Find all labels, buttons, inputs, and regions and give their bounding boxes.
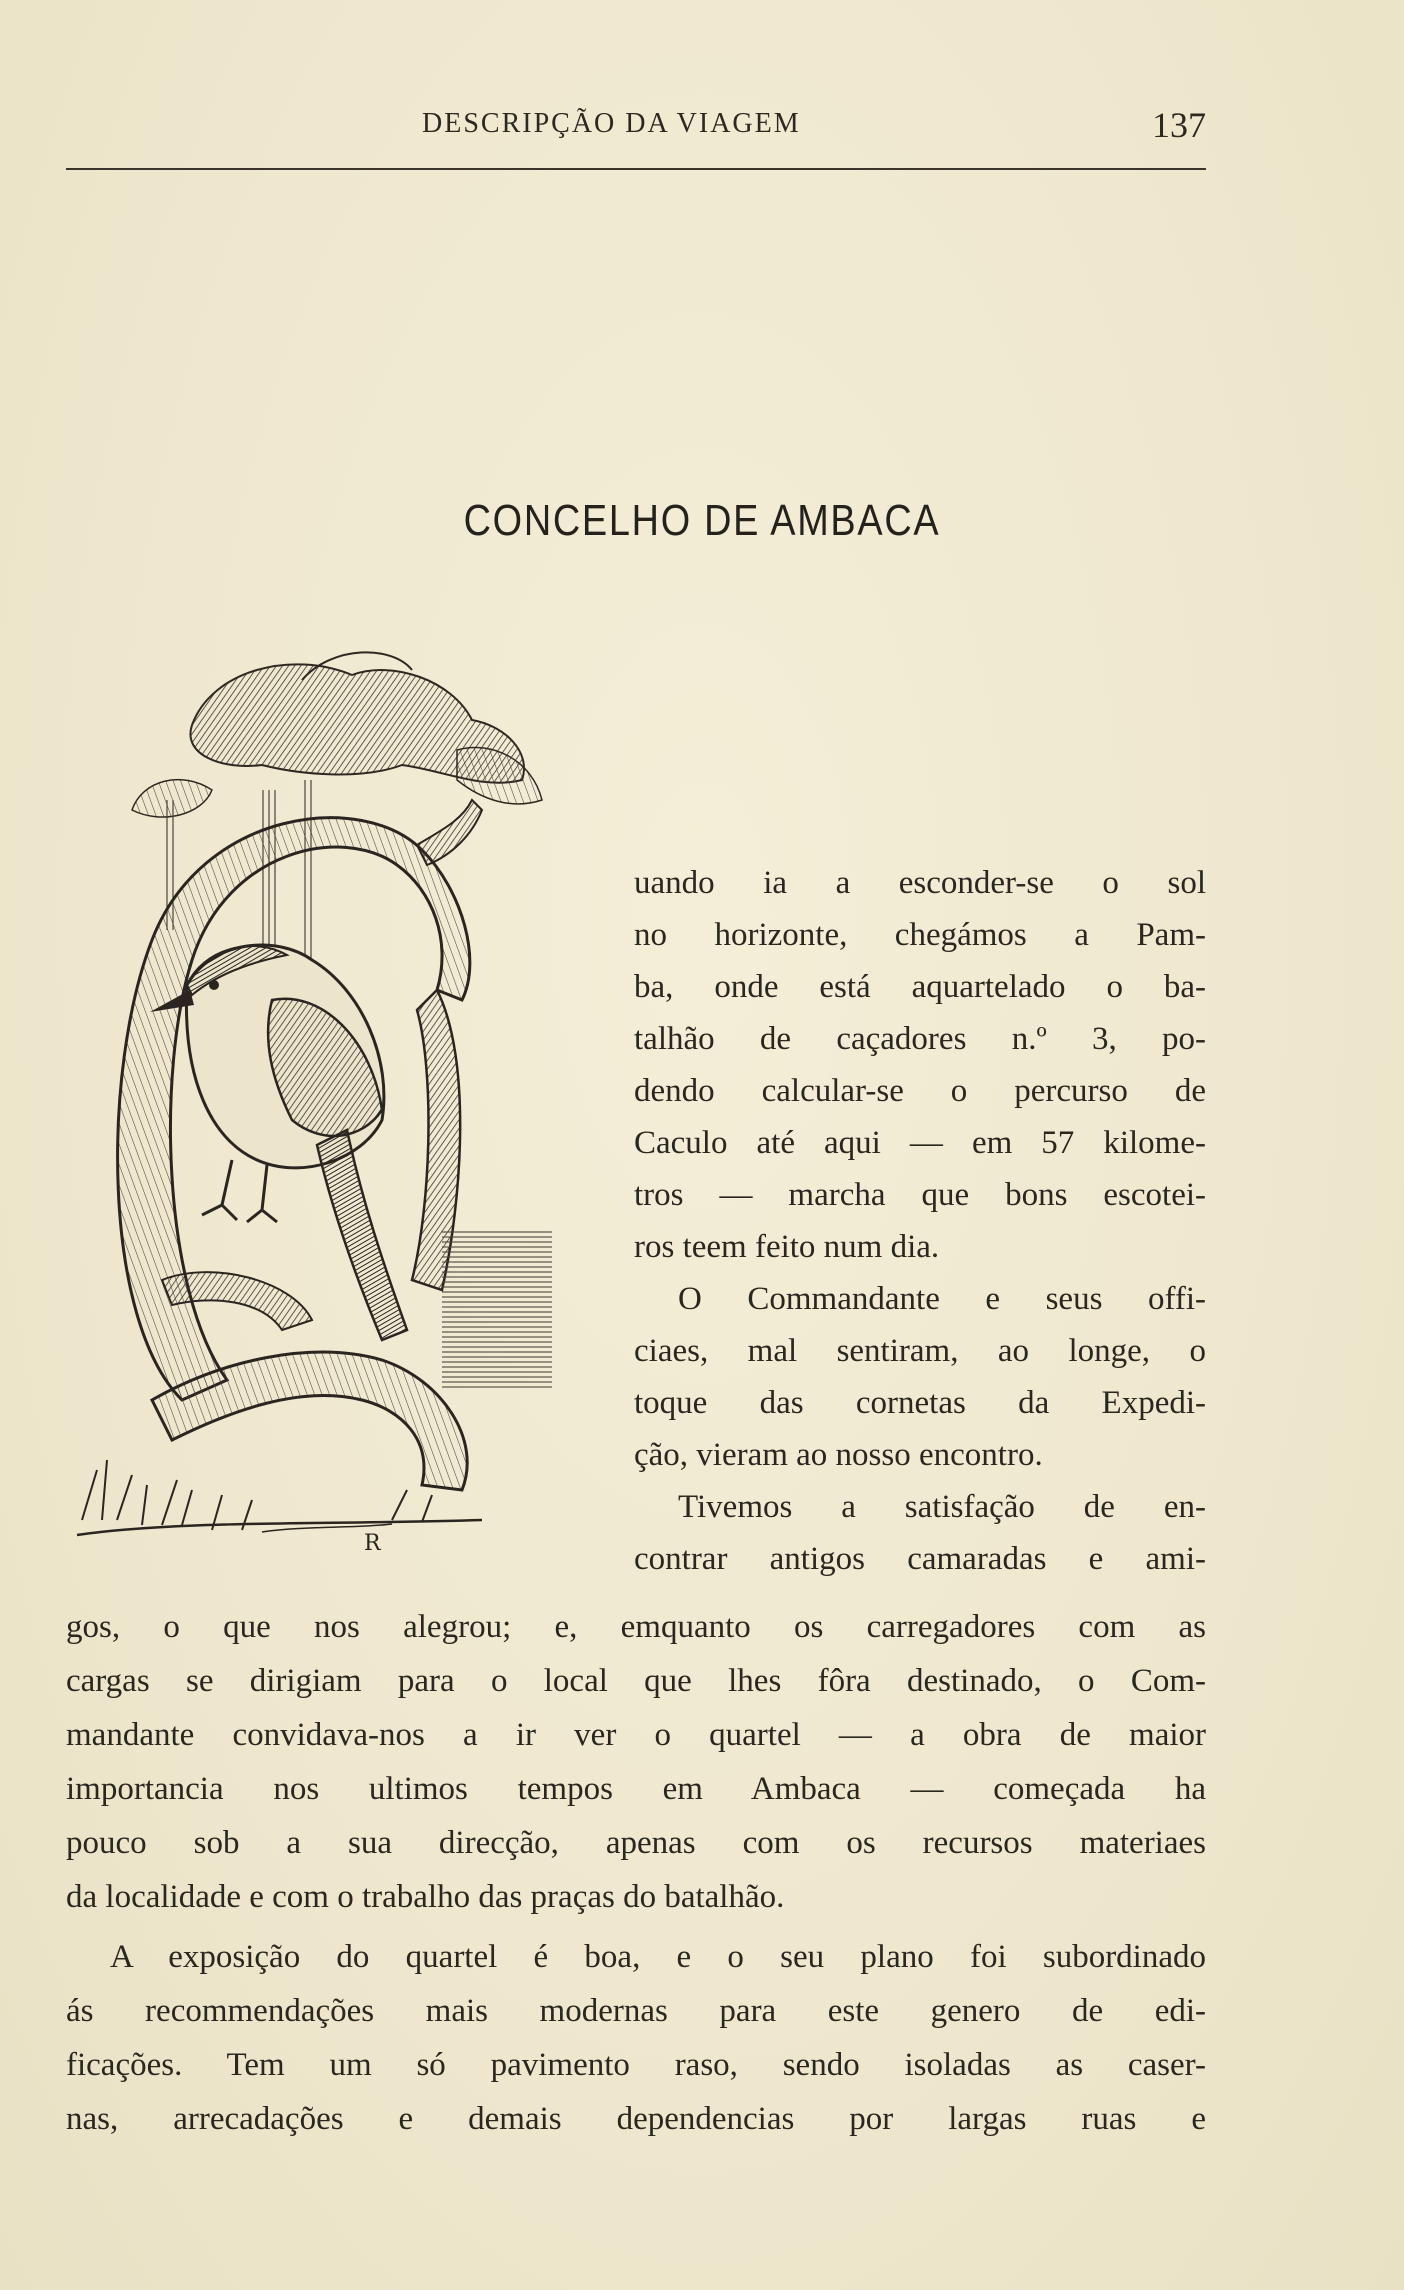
text-line: cargas se dirigiam para o local que lhes fôra destinado, o Com- <box>66 1663 1206 1699</box>
text-line: uando ia a esconder-se o sol <box>634 865 1206 901</box>
text-line: no horizonte, chegámos a Pam- <box>634 917 1206 953</box>
text-line: ros teem feito num dia. <box>634 1229 940 1265</box>
text-line: da localidade e com o trabalho das praças do batalhão. <box>66 1879 785 1915</box>
text-line: toque das cornetas da Expedi- <box>634 1385 1206 1421</box>
bird-engraving-illustration <box>62 640 607 1575</box>
text-line: contrar antigos camaradas e ami- <box>634 1541 1206 1577</box>
text-line: pouco sob a sua direcção, apenas com os recursos materiaes <box>66 1825 1206 1861</box>
grass <box>77 1460 482 1535</box>
text-line: Tivemos a satisfação de en- <box>678 1489 1206 1525</box>
background-ground-shading <box>442 1230 552 1390</box>
header-rule <box>66 168 1206 170</box>
text-line: ás recommendações mais modernas para este genero de edi- <box>66 1993 1206 2029</box>
page-number: 137 <box>1152 105 1206 145</box>
chapter-title: CONCELHO DE AMBACA <box>463 496 941 545</box>
text-line: tros — marcha que bons escotei- <box>634 1177 1206 1213</box>
text-line: mandante convidava-nos a ir ver o quartel — a obra de maior <box>66 1717 1206 1753</box>
foliage <box>132 652 542 817</box>
text-line: nas, arrecadações e demais dependencias por largas ruas e <box>66 2101 1206 2137</box>
text-line: Caculo até aqui — em 57 kilome- <box>634 1125 1206 1161</box>
running-title: DESCRIPÇÃO DA VIAGEM <box>422 108 801 139</box>
text-line: ba, onde está aquartelado o ba- <box>634 969 1206 1005</box>
text-line: gos, o que nos alegrou; e, emquanto os carregadores com as <box>66 1609 1206 1645</box>
text-line: ciaes, mal sentiram, ao longe, o <box>634 1333 1206 1369</box>
text-line: importancia nos ultimos tempos em Ambaca — começada ha <box>66 1771 1206 1807</box>
engraver-signature: R <box>364 1531 381 1556</box>
text-line: talhão de caçadores n.º 3, po- <box>634 1021 1206 1057</box>
text-line: A exposição do quartel é boa, e o seu plano foi subordinado <box>110 1939 1206 1975</box>
page-header <box>66 105 1206 158</box>
text-line: ficações. Tem um só pavimento raso, sendo isoladas as caser- <box>66 2047 1206 2083</box>
text-line: O Commandante e seus offi- <box>678 1281 1206 1317</box>
text-line: dendo calcular-se o percurso de <box>634 1073 1206 1109</box>
text-line: ção, vieram ao nosso encontro. <box>634 1437 1043 1473</box>
